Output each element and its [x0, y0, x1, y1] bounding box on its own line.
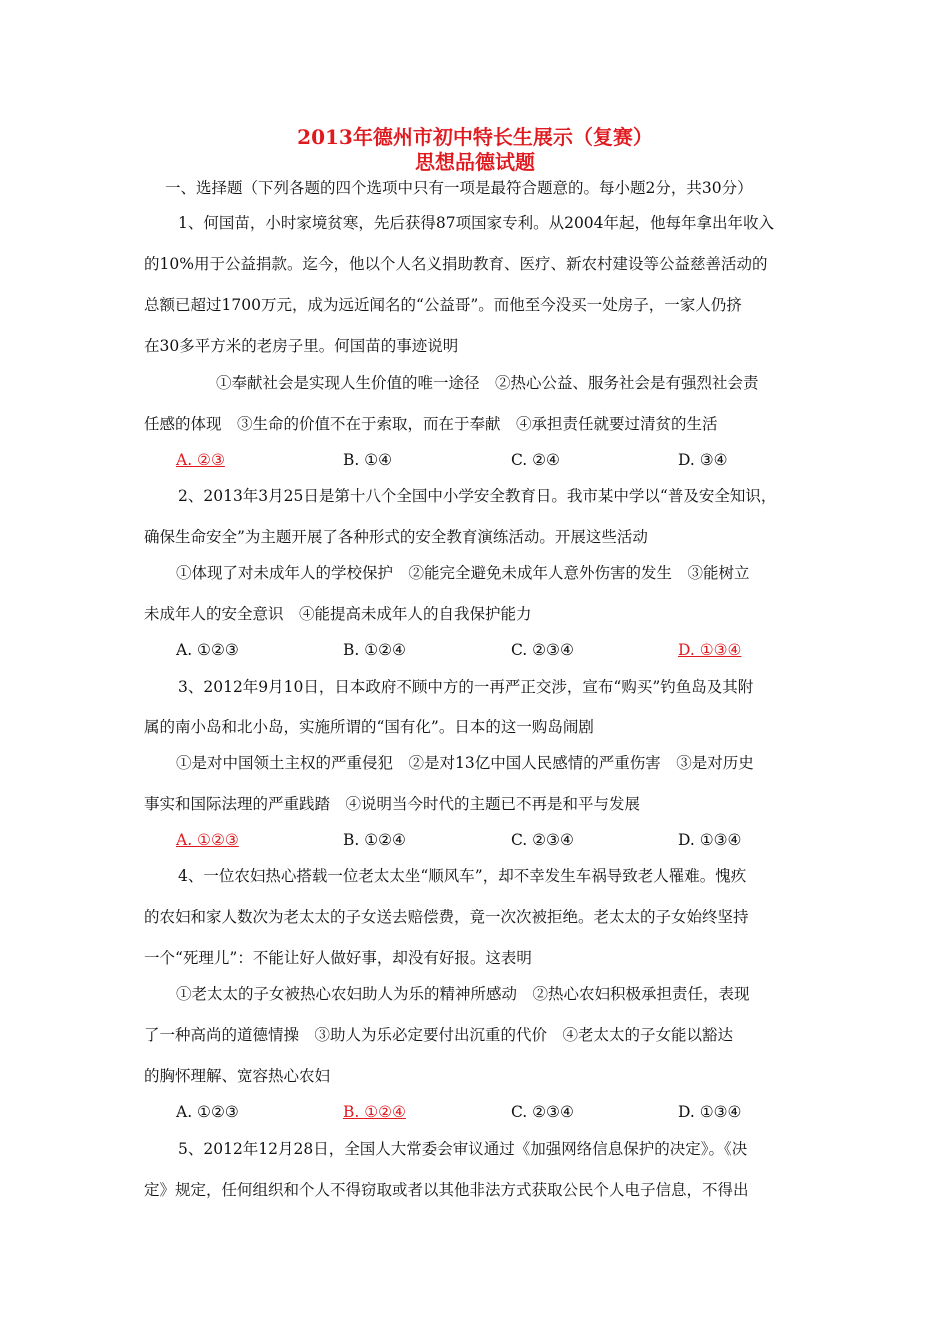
q5-line: 定》规定，任何组织和个人不得窃取或者以其他非法方式获取公民个人电子信息，不得出: [144, 1181, 749, 1199]
q3-line: 3、2012年9月10日，日本政府不顾中方的一再严正交涉，宣布“购买”钓鱼岛及其附: [178, 678, 754, 696]
q3-line: 属的南小岛和北小岛，实施所谓的“国有化”。日本的这一购岛闹剧: [144, 718, 594, 736]
q3-option-d: D. ①③④: [678, 831, 742, 849]
document-subtitle: 思想品德试题: [415, 150, 535, 174]
q2-statement: ①体现了对未成年人的学校保护 ②能完全避免未成年人意外伤害的发生 ③能树立: [176, 564, 750, 582]
q4-line: 一个“死理儿”：不能让好人做好事，却没有好报。这表明: [144, 949, 532, 967]
q1-option-a: A. ②③: [176, 451, 225, 469]
q2-option-b: B. ①②④: [343, 641, 406, 659]
q4-option-c: C. ②③④: [511, 1103, 574, 1121]
q2-option-a: A. ①②③: [176, 641, 239, 659]
q2-option-c: C. ②③④: [511, 641, 574, 659]
q3-option-c: C. ②③④: [511, 831, 574, 849]
q1-statement: 任感的体现 ③生命的价值不在于索取，而在于奉献 ④承担责任就要过清贫的生活: [144, 415, 718, 433]
section-heading: 一、选择题（下列各题的四个选项中只有一项是最符合题意的。每小题2分，共30分）: [165, 179, 753, 197]
q4-line: 的农妇和家人数次为老太太的子女送去赔偿费，竟一次次被拒绝。老太太的子女始终坚持: [144, 908, 749, 926]
q4-option-b: B. ①②④: [343, 1103, 406, 1121]
q3-statement: 事实和国际法理的严重践踏 ④说明当今时代的主题已不再是和平与发展: [144, 795, 641, 813]
q4-option-d: D. ①③④: [678, 1103, 742, 1121]
q2-option-d: D. ①③④: [678, 641, 742, 659]
q1-option-b: B. ①④: [343, 451, 393, 469]
q3-statement: ①是对中国领土主权的严重侵犯 ②是对13亿中国人民感情的严重伤害 ③是对历史: [176, 754, 754, 772]
q4-statement: 了一种高尚的道德情操 ③助人为乐必定要付出沉重的代价 ④老太太的子女能以豁达: [144, 1026, 734, 1044]
q1-line: 在30多平方米的老房子里。何国苗的事迹说明: [144, 337, 459, 355]
q2-line: 确保生命安全”为主题开展了各种形式的安全教育演练活动。开展这些活动: [144, 528, 648, 546]
q1-line: 1、何国苗，小时家境贫寒，先后获得87项国家专利。从2004年起，他每年拿出年收入: [178, 214, 775, 232]
q5-line: 5、2012年12月28日，全国人大常委会审议通过《加强网络信息保护的决定》。《决: [178, 1140, 748, 1158]
q4-statement: 的胸怀理解、宽容热心农妇: [144, 1067, 331, 1085]
q3-option-a: A. ①②③: [176, 831, 239, 849]
q2-line: 2、2013年3月25日是第十八个全国中小学安全教育日。我市某中学以“普及安全知识，: [178, 487, 777, 505]
q1-line: 的10%用于公益捐款。迄今，他以个人名义捐助教育、医疗、新农村建设等公益慈善活动的: [144, 255, 768, 273]
q4-line: 4、一位农妇热心搭载一位老太太坐“顺风车”，却不幸发生车祸导致老人罹难。愧疚: [178, 867, 747, 885]
q3-option-b: B. ①②④: [343, 831, 406, 849]
q1-statement: ①奉献社会是实现人生价值的唯一途径 ②热心公益、服务社会是有强烈社会责: [216, 374, 759, 392]
document-title: 2013年德州市初中特长生展示（复赛）: [297, 125, 653, 149]
q1-option-d: D. ③④: [678, 451, 728, 469]
q1-line: 总额已超过1700万元，成为远近闻名的“公益哥”。而他至今没买一处房子，一家人仍挤: [144, 296, 742, 314]
q2-statement: 未成年人的安全意识 ④能提高未成年人的自我保护能力: [144, 605, 532, 623]
q4-statement: ①老太太的子女被热心农妇助人为乐的精神所感动 ②热心农妇积极承担责任，表现: [176, 985, 750, 1003]
q4-option-a: A. ①②③: [176, 1103, 239, 1121]
q1-option-c: C. ②④: [511, 451, 560, 469]
